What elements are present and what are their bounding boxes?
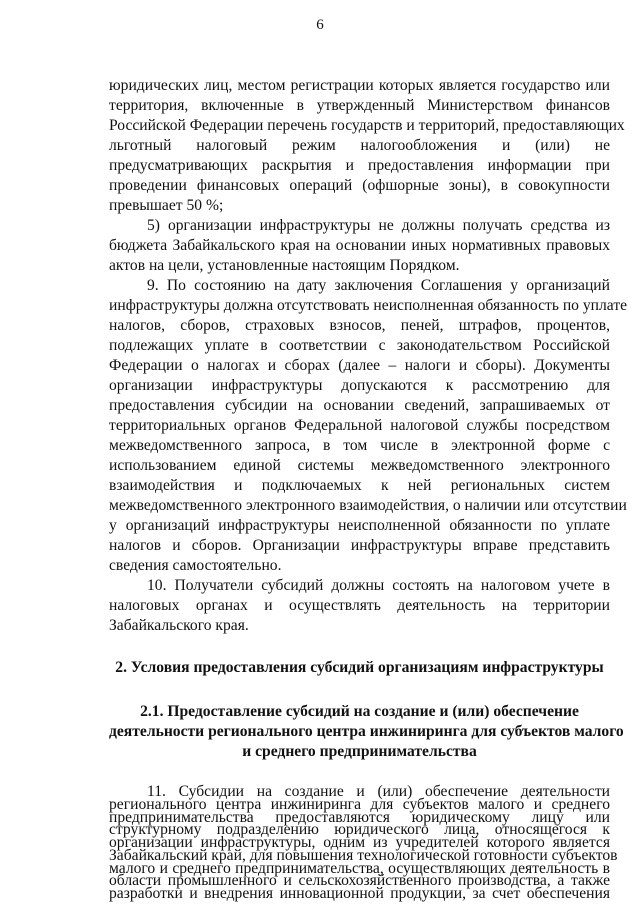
text-line: Федерации о налогах и сборах (далее – налоги и сборы). Документы — [109, 357, 610, 374]
text-line: инфраструктуры должна отсутствовать неисполненная обязанность по уплате — [109, 297, 628, 314]
text-line: Российской Федерации перечень государств и территорий, предоставляющих — [109, 117, 625, 134]
subsection-heading-line: 2.1. Предоставление субсидий на создание и (или) обеспечение — [140, 703, 579, 720]
section-heading: 2. Условия предоставления субсидий организациям инфраструктуры — [115, 659, 604, 676]
text-line: разработки и внедрения инновационной продукции, за счет обеспечения — [109, 885, 610, 903]
text-line: юридических лиц, местом регистрации которых является государство или — [109, 77, 610, 94]
page-number: 6 — [316, 17, 324, 33]
text-line: 11. Субсидии на создание и (или) обеспечение деятельности — [147, 783, 610, 800]
text-line: Забайкальский край, для повышения технологической готовности субъектов — [109, 846, 618, 864]
text-line: бюджета Забайкальского края на основании иных нормативных правовых — [109, 237, 610, 254]
subsection-heading-line: и среднего предпринимательства — [242, 743, 477, 760]
text-line: 9. По состоянию на дату заключения Соглашения у организаций — [147, 277, 610, 294]
text-line: превышает 50 %; — [109, 197, 224, 214]
text-line: Забайкальского края. — [109, 617, 249, 634]
text-line: у организаций инфраструктуры неисполненной обязанности по уплате — [109, 517, 610, 534]
text-line: льготный налоговый режим налогообложения и (или) не — [109, 137, 610, 154]
text-line: предусматривающих раскрытия и предоставления информации при — [109, 157, 610, 174]
text-line: 5) организации инфраструктуры не должны получать средства из — [147, 217, 610, 234]
text-line: налоговых органах и осуществлять деятельность на территории — [109, 597, 610, 614]
text-line: малого и среднего предпринимательства, осуществляющих деятельность в — [109, 859, 610, 877]
text-line: межведомственного электронного взаимодействия, о наличии или отсутствии — [109, 497, 627, 514]
text-line: сведения самостоятельно. — [109, 557, 282, 574]
text-line: межведомственного запроса, в том числе в электронной форме с — [109, 437, 610, 454]
text-line: территориальных органов Федеральной налоговой службы посредством — [109, 417, 610, 434]
text-line: предоставления субсидии на основании сведений, запрашиваемых от — [109, 397, 610, 414]
text-line: налогов, сборов, страховых взносов, пеней, штрафов, процентов, — [109, 317, 610, 334]
text-line: актов на цели, установленные настоящим Порядком. — [109, 257, 460, 274]
text-line: территория, включенные в утвержденный Министерством финансов — [109, 97, 610, 114]
text-line: предпринимательства предоставляются юридическому лицу или — [109, 808, 610, 826]
text-line: использованием единой системы межведомственного электронного — [109, 457, 610, 474]
text-line: подлежащих уплате в соответствии с законодательством Российской — [109, 337, 610, 354]
text-line: организации инфраструктуры допускаются к рассмотрению для — [109, 377, 610, 394]
text-line: регионального центра инжиниринга для субъектов малого и среднего — [109, 795, 610, 813]
text-line: области промышленного и сельскохозяйственного производства, а также — [109, 872, 610, 890]
text-line: взаимодействия и подключаемых к ней региональных систем — [109, 477, 610, 494]
text-line: организации инфраструктуры, одним из учредителей которого является — [109, 834, 610, 852]
text-line: 10. Получатели субсидий должны состоять на налоговом учете в — [147, 577, 610, 594]
text-line: налогов и сборов. Организации инфраструктуры вправе представить — [109, 537, 610, 554]
text-line: структурному подразделению юридического лица, относящегося к — [109, 821, 610, 839]
text-line: проведении финансовых операций (офшорные зоны), в совокупности — [109, 177, 610, 194]
subsection-heading-line: деятельности регионального центра инжиниринга для субъектов малого — [109, 723, 624, 740]
